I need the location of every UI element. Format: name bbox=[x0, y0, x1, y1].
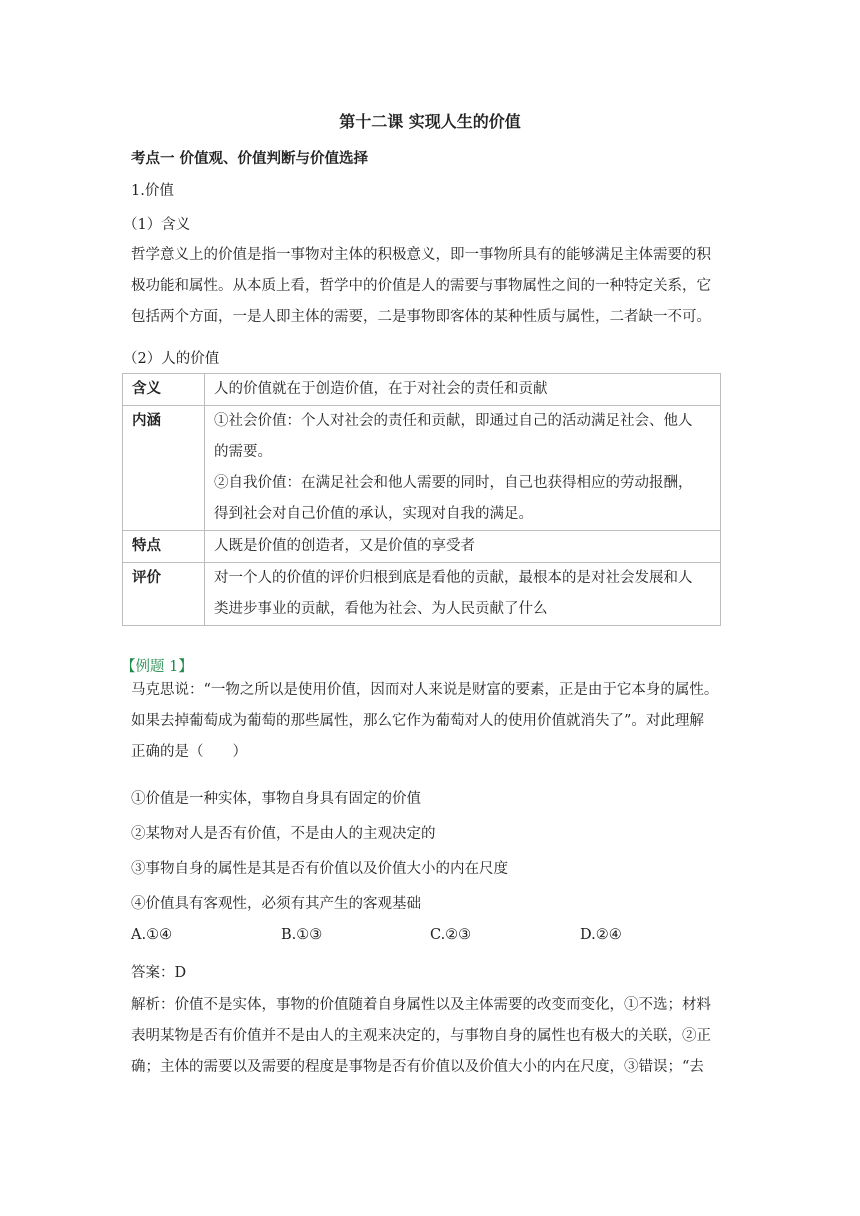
statement-item: ③事物自身的属性是其是否有价值以及价值大小的内在尺度 bbox=[131, 861, 508, 877]
human-value-table bbox=[122, 373, 721, 626]
option-c: C.②③ bbox=[430, 927, 472, 943]
analysis-line: 确；主体的需要以及需要的程度是事物是否有价值以及价值大小的内在尺度，③错误；“去 bbox=[131, 1059, 704, 1075]
analysis-line: 解析：价值不是实体，事物的价值随着自身属性以及主体需要的改变而变化，①不选；材料 bbox=[131, 997, 711, 1013]
statement-item: ④价值具有客观性，必须有其产生的客观基础 bbox=[131, 896, 421, 912]
subitem-human-value-label: （2）人的价值 bbox=[123, 351, 220, 367]
statement-item: ①价值是一种实体，事物自身具有固定的价值 bbox=[131, 791, 421, 807]
option-d: D.②④ bbox=[580, 927, 622, 943]
meaning-paragraph bbox=[131, 240, 731, 333]
table-value-line: 人既是价值的创造者，又是价值的享受者 bbox=[214, 538, 475, 554]
paragraph-line: 包括两个方面，一是人即主体的需要，二是事物即客体的某种性质与属性，二者缺一不可。 bbox=[131, 309, 711, 325]
table-row bbox=[123, 531, 721, 563]
option-b: B.①③ bbox=[281, 927, 323, 943]
analysis-line: 表明某物是否有价值并不是由人的主观来决定的，与事物自身的属性也有极大的关联，②正 bbox=[131, 1028, 711, 1044]
table-value bbox=[205, 563, 721, 626]
example-label: 【例题 1】 bbox=[121, 659, 193, 675]
question-line: 马克思说：“一物之所以是使用价值，因而对人来说是财富的要素，正是由于它本身的属性。 bbox=[131, 682, 719, 698]
table-value-line: 人的价值就在于创造价值，在于对社会的责任和贡献 bbox=[214, 381, 548, 397]
table-value bbox=[205, 374, 721, 406]
table-key: 内涵 bbox=[123, 406, 205, 531]
table-value-line: 类进步事业的贡献，看他为社会、为人民贡献了什么 bbox=[214, 601, 548, 617]
table-key: 评价 bbox=[123, 563, 205, 626]
table-value-line: 对一个人的价值的评价归根到底是看他的贡献，最根本的是对社会发展和人 bbox=[214, 570, 693, 586]
question-line: 正确的是（ ） bbox=[131, 744, 247, 760]
statement-item: ②某物对人是否有价值，不是由人的主观决定的 bbox=[131, 826, 436, 842]
table-row bbox=[123, 374, 721, 406]
table-row bbox=[123, 563, 721, 626]
question-paragraph bbox=[131, 675, 731, 768]
table-key: 特点 bbox=[123, 531, 205, 563]
table-value bbox=[205, 531, 721, 563]
table-value-line: ②自我价值：在满足社会和他人需要的同时，自己也获得相应的劳动报酬， bbox=[214, 475, 693, 491]
item-value-label: 1.价值 bbox=[131, 183, 174, 199]
table-row bbox=[123, 406, 721, 531]
table-value-line: 的需要。 bbox=[214, 444, 272, 460]
table-key: 含义 bbox=[123, 374, 205, 406]
paragraph-line: 极功能和属性。从本质上看，哲学中的价值是人的需要与事物属性之间的一种特定关系，它 bbox=[131, 278, 711, 294]
table-value bbox=[205, 406, 721, 531]
answer-text: 答案：D bbox=[131, 965, 187, 981]
table-value-line: 得到社会对自己价值的承认，实现对自我的满足。 bbox=[214, 506, 533, 522]
statement-list bbox=[131, 784, 731, 920]
subitem-meaning-label: （1）含义 bbox=[123, 217, 191, 233]
section-heading: 考点一 价值观、价值判断与价值选择 bbox=[131, 151, 369, 167]
analysis-paragraph bbox=[131, 990, 731, 1083]
paragraph-line: 哲学意义上的价值是指一事物对主体的积极意义，即一事物所具有的能够满足主体需要的积 bbox=[131, 247, 711, 263]
page-title: 第十二课 实现人生的价值 bbox=[339, 112, 521, 131]
option-a: A.①④ bbox=[131, 927, 173, 943]
table-value-line: ①社会价值：个人对社会的责任和贡献，即通过自己的活动满足社会、他人 bbox=[214, 413, 693, 429]
question-line: 如果去掉葡萄成为葡萄的那些属性，那么它作为葡萄对人的使用价值就消失了”。对此理解 bbox=[131, 713, 704, 729]
